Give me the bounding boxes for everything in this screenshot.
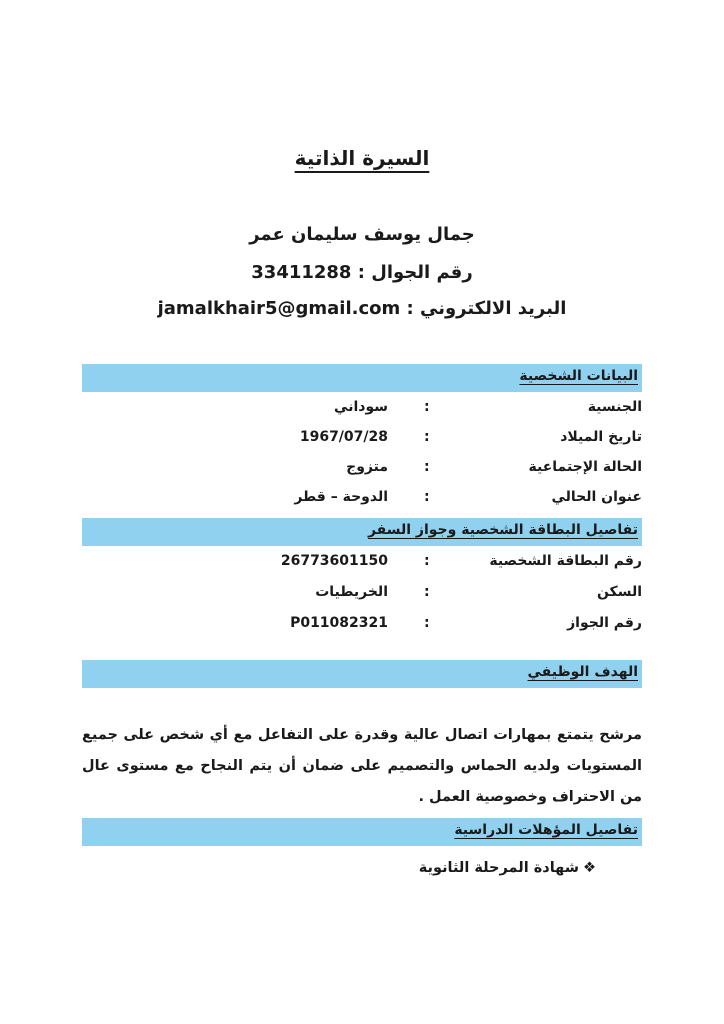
row-label: رقم الجواز xyxy=(567,615,642,631)
section-title-objective: الهدف الوظيفي xyxy=(527,664,638,680)
row-colon: : xyxy=(424,429,430,445)
row-label: تاريخ الميلاد xyxy=(560,429,642,445)
document-title: السيرة الذاتية xyxy=(294,146,430,170)
row-value: P011082321 xyxy=(290,615,388,631)
row-value: 26773601150 xyxy=(280,553,388,569)
row-value: سوداني xyxy=(334,399,388,415)
section-title-personal: البيانات الشخصية xyxy=(519,368,638,384)
row-value: 1967/07/28 xyxy=(299,429,388,445)
row-label: عنوان الحالي xyxy=(551,489,642,505)
row-colon: : xyxy=(424,459,430,475)
row-label: الجنسية xyxy=(587,399,642,415)
section-band-objective xyxy=(82,660,642,688)
section-title-id: تفاصيل البطاقة الشخصية وجواز السفر xyxy=(367,522,638,538)
info-row-nationality xyxy=(0,399,724,423)
info-row-birthdate xyxy=(0,429,724,453)
row-label: رقم البطاقة الشخصية xyxy=(489,553,642,569)
row-label: السكن xyxy=(596,584,642,600)
row-value: متزوج xyxy=(346,459,388,475)
objective-paragraph: مرشح يتمتع بمهارات اتصال عالية وقدرة على التفاعل مع أي شخص على جميع المستويات ولديه الحماس والتصميم على ضمان أن يتم النجاح مع مستوى عال من الاحتراف وخصوصية العمل . xyxy=(82,727,642,805)
row-value: الدوحة – قطر xyxy=(294,489,388,505)
info-row-residence xyxy=(0,584,724,608)
row-colon: : xyxy=(424,399,430,415)
info-row-passport xyxy=(0,615,724,639)
row-colon: : xyxy=(424,489,430,505)
row-colon: : xyxy=(424,615,430,631)
info-row-address xyxy=(0,489,724,513)
section-band-personal xyxy=(82,364,642,392)
row-value: الخريطيات xyxy=(315,584,388,600)
row-colon: : xyxy=(424,584,430,600)
education-item-label: شهادة المرحلة الثانوية xyxy=(418,860,579,876)
education-item xyxy=(419,860,596,876)
info-row-marital-status xyxy=(0,459,724,483)
row-colon: : xyxy=(424,553,430,569)
section-title-education: تفاصيل المؤهلات الدراسية xyxy=(454,822,638,838)
applicant-name: جمال يوسف سليمان عمر xyxy=(249,224,475,245)
row-label: الحالة الإجتماعية xyxy=(528,459,642,475)
info-row-id-number xyxy=(0,553,724,577)
section-band-education xyxy=(82,818,642,846)
email-line: البريد الالكتروني : jamalkhair5@gmail.com xyxy=(157,298,567,319)
diamond-bullet-icon: ❖ xyxy=(583,860,596,876)
section-band-id xyxy=(82,518,642,546)
phone-line: رقم الجوال : 33411288 xyxy=(251,262,473,283)
